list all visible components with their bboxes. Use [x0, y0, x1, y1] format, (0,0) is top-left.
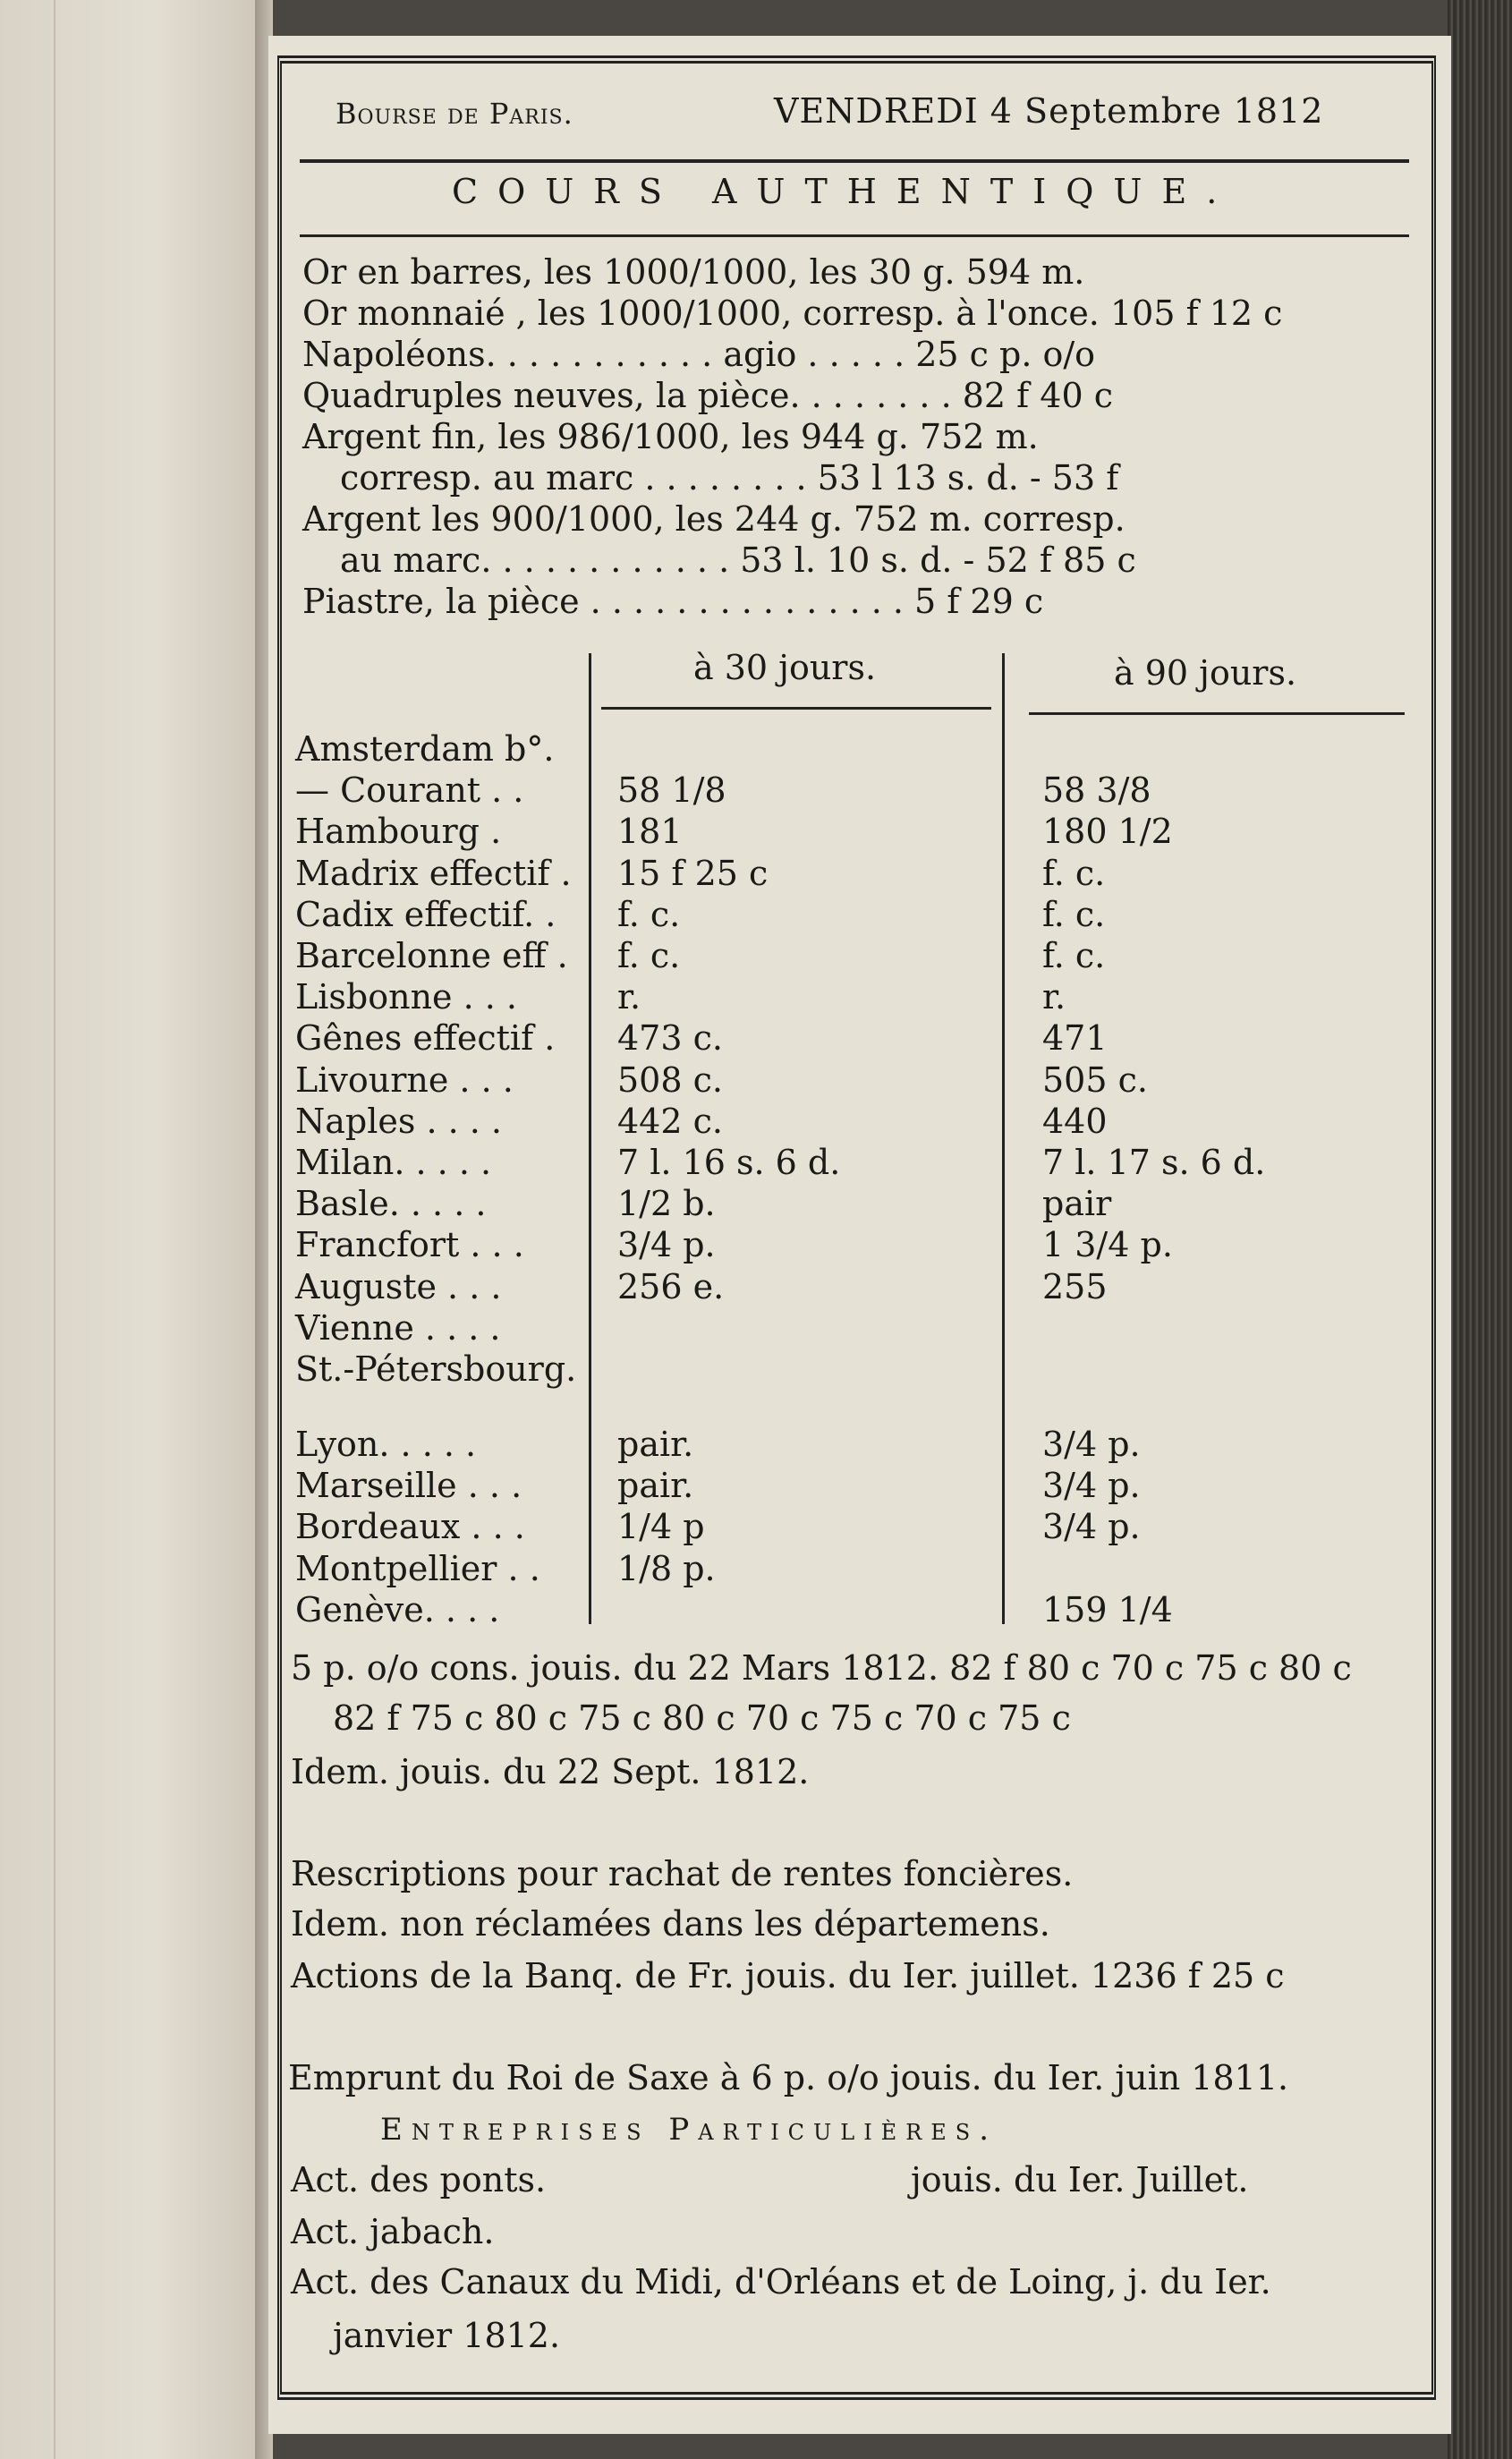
- exchange-rate-90-days: 1 3/4 p.: [1042, 1225, 1173, 1265]
- exchange-rate-90-days: 7 l. 17 s. 6 d.: [1042, 1143, 1266, 1182]
- exchange-place: Amsterdam b°.: [295, 729, 555, 769]
- facing-page: [0, 0, 255, 2459]
- entreprise-jabach: Act. jabach.: [291, 2212, 495, 2251]
- exchange-rate-90-days: r.: [1042, 977, 1066, 1017]
- exchange-place: Madrix effectif .: [295, 853, 572, 893]
- exchange-rate-90-days: f. c.: [1042, 853, 1106, 893]
- rescription-line: Actions de la Banq. de Fr. jouis. du Ier. juillet. 1236 f 25 c: [291, 1956, 1285, 1995]
- exchange-place: Basle. . . . .: [295, 1184, 487, 1224]
- rescription-line: Idem. non réclamées dans les départemens.: [291, 1904, 1050, 1944]
- exchange-rate-90-days: 440: [1042, 1101, 1108, 1141]
- exchange-rate-30-days: f. c.: [617, 894, 681, 934]
- exchange-place: Cadix effectif. .: [295, 894, 556, 934]
- exchange-rate-30-days: 7 l. 16 s. 6 d.: [617, 1143, 841, 1182]
- exchange-rate-30-days: 508 c.: [617, 1059, 723, 1100]
- col2-header-rule: [1029, 712, 1405, 715]
- exchange-place: Hambourg .: [295, 812, 502, 852]
- exchange-place: Gênes effectif .: [295, 1018, 556, 1059]
- exchange-place: — Courant . .: [295, 770, 524, 811]
- exchange-place: Vienne . . . .: [295, 1307, 501, 1348]
- header-left: Bourse de Paris.: [336, 97, 573, 131]
- exchange-rate-90-days: 255: [1042, 1266, 1108, 1306]
- exchange-place: Bordeaux . . .: [295, 1507, 525, 1547]
- page-edges: [1448, 0, 1512, 2459]
- metal-line: Quadruples neuves, la pièce. . . . . . . . 82 f 40 c: [302, 376, 1114, 415]
- exchange-place: Milan. . . . .: [295, 1143, 492, 1182]
- entreprise-canaux-cont: janvier 1812.: [333, 2316, 561, 2355]
- exchange-place: Naples . . . .: [295, 1101, 503, 1141]
- exchange-rate-30-days: 442 c.: [617, 1101, 723, 1141]
- rescription-line: Rescriptions pour rachat de rentes foncières.: [291, 1854, 1074, 1893]
- metal-line: Piastre, la pièce . . . . . . . . . . . . . . . 5 f 29 c: [302, 582, 1044, 621]
- emprunt-line: Emprunt du Roi de Saxe à 6 p. o/o jouis. du Ier. juin 1811.: [288, 2058, 1289, 2097]
- col-header-30-days: à 30 jours.: [693, 648, 877, 687]
- exchange-place: Marseille . . .: [295, 1466, 522, 1506]
- title-rule: [300, 234, 1409, 237]
- exchange-rate-90-days: 505 c.: [1042, 1059, 1148, 1100]
- exchange-rate-30-days: 1/2 b.: [617, 1184, 716, 1224]
- exchange-place: Livourne . . .: [295, 1059, 514, 1100]
- metal-line: Or en barres, les 1000/1000, les 30 g. 594 m.: [302, 252, 1085, 292]
- metal-line: corresp. au marc . . . . . . . . 53 l 13 s. d. - 53 f: [340, 458, 1119, 498]
- table-rule-mid: [1002, 653, 1005, 1624]
- col-header-90-days: à 90 jours.: [1114, 653, 1297, 693]
- entreprises-heading: Entreprises Particulières.: [380, 2112, 998, 2148]
- exchange-place: Lyon. . . . .: [295, 1425, 477, 1464]
- facing-page-edge: [54, 0, 55, 2459]
- table-rule-left: [589, 653, 591, 1624]
- exchange-rate-30-days: 256 e.: [617, 1266, 725, 1306]
- exchange-place: Barcelonne eff .: [295, 936, 568, 975]
- metal-line: au marc. . . . . . . . . . . . 53 l. 10 s. d. - 52 f 85 c: [340, 540, 1136, 580]
- exchange-place: Genève. . . .: [295, 1589, 500, 1629]
- exchange-rate-30-days: pair.: [617, 1425, 694, 1464]
- exchange-rate-90-days: 58 3/8: [1042, 770, 1151, 811]
- metal-line: Argent fin, les 986/1000, les 944 g. 752 m.: [302, 417, 1039, 456]
- exchange-place: St.-Pétersbourg.: [295, 1349, 577, 1389]
- exchange-place: Francfort . . .: [295, 1225, 524, 1265]
- exchange-place: Auguste . . .: [295, 1266, 502, 1306]
- metal-line: Napoléons. . . . . . . . . . . agio . . . . . 25 c p. o/o: [302, 335, 1096, 374]
- exchange-rate-30-days: 58 1/8: [617, 770, 726, 811]
- exchange-rate-90-days: 159 1/4: [1042, 1589, 1173, 1629]
- header-date: VENDREDI 4 Septembre 1812: [774, 91, 1324, 131]
- funds-line: 5 p. o/o cons. jouis. du 22 Mars 1812. 82 f 80 c 70 c 75 c 80 c: [291, 1648, 1352, 1688]
- exchange-rate-30-days: 473 c.: [617, 1018, 723, 1059]
- exchange-place: Montpellier . .: [295, 1548, 540, 1588]
- exchange-rate-90-days: 3/4 p.: [1042, 1425, 1141, 1464]
- entreprise-ponts-jouis: jouis. du Ier. Juillet.: [911, 2160, 1249, 2199]
- col1-header-rule: [601, 707, 991, 710]
- exchange-rate-30-days: 181: [617, 812, 683, 852]
- funds-line: Idem. jouis. du 22 Sept. 1812.: [291, 1752, 810, 1791]
- exchange-rate-90-days: 3/4 p.: [1042, 1466, 1141, 1506]
- exchange-rate-30-days: 1/4 p: [617, 1507, 705, 1547]
- exchange-place: Lisbonne . . .: [295, 977, 518, 1017]
- exchange-rate-30-days: 15 f 25 c: [617, 853, 769, 893]
- metal-line: Or monnaié , les 1000/1000, corresp. à l'once. 105 f 12 c: [302, 294, 1283, 333]
- exchange-rate-90-days: pair: [1042, 1184, 1112, 1224]
- funds-line: 82 f 75 c 80 c 75 c 80 c 70 c 75 c 70 c 75 c: [333, 1698, 1071, 1738]
- exchange-rate-30-days: pair.: [617, 1466, 694, 1506]
- exchange-rate-30-days: r.: [617, 977, 641, 1017]
- exchange-rate-90-days: 3/4 p.: [1042, 1507, 1141, 1547]
- exchange-rate-90-days: 471: [1042, 1018, 1108, 1059]
- exchange-rate-90-days: f. c.: [1042, 894, 1106, 934]
- entreprise-canaux: Act. des Canaux du Midi, d'Orléans et de Loing, j. du Ier.: [291, 2262, 1271, 2302]
- exchange-rate-30-days: 3/4 p.: [617, 1225, 716, 1265]
- entreprise-ponts: Act. des ponts.: [291, 2160, 547, 2199]
- metal-line: Argent les 900/1000, les 244 g. 752 m. corresp.: [302, 499, 1126, 539]
- exchange-rate-90-days: f. c.: [1042, 936, 1106, 975]
- exchange-rate-30-days: f. c.: [617, 936, 681, 975]
- header-rule: [300, 159, 1409, 163]
- exchange-rate-90-days: 180 1/2: [1042, 812, 1173, 852]
- page-title: COURS AUTHENTIQUE.: [452, 172, 1237, 211]
- exchange-rate-30-days: 1/8 p.: [617, 1548, 716, 1588]
